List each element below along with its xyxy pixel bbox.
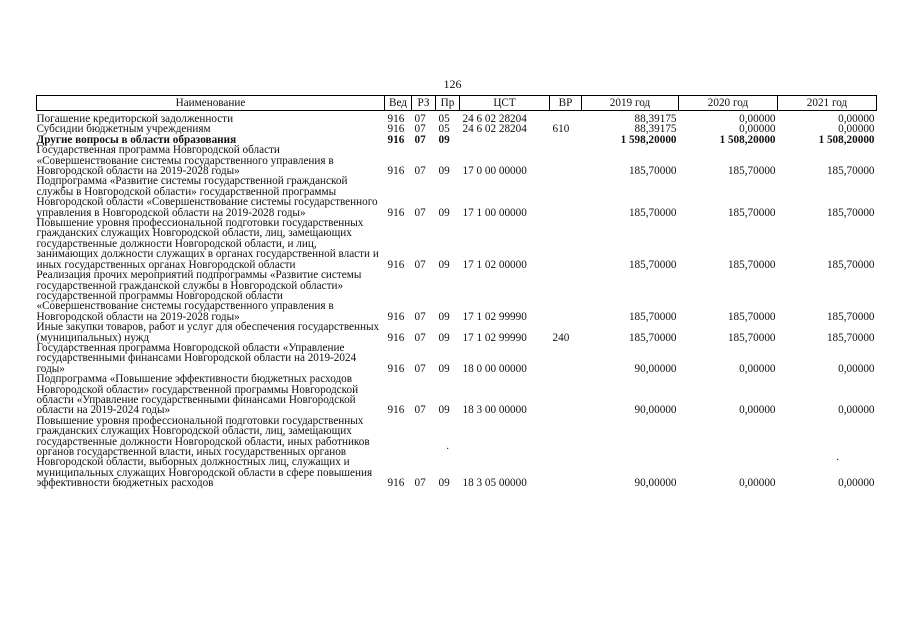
cell-name: Субсидии бюджетным учреждениям (36, 123, 211, 136)
cell-rz: 07 (414, 362, 426, 375)
cell-2021: 185,70000 (826, 258, 875, 271)
cell-rz: 07 (414, 404, 426, 417)
cell-name: Государственная программа Новгородской области «Управление государственными финансами Новгородской области на 2019-2024 годы» (36, 341, 357, 375)
cell-name: Иные закупки товаров, работ и услуг для обеспечения государственных (муниципальных) нужд (36, 321, 380, 344)
cell-vr (550, 270, 582, 322)
cell-pr: 09 (438, 362, 450, 375)
cell-2020: 185,70000 (727, 206, 776, 219)
cell-name: Реализация прочих мероприятий подпрограммы «Развитие системы государственной гражданской службы в Новгородской области» государственной программы Новгородской области «Совершенствование системы государственного управления в Новгородской области на 2019-2028 годы» (36, 269, 362, 323)
table-row (37, 176, 877, 218)
cell-cst: 24 6 02 28204 (462, 113, 527, 125)
cell-pr: 05 (438, 123, 450, 136)
cell-rz: 07 (414, 123, 426, 136)
cell-2020: 0,00000 (739, 123, 776, 136)
cell-rz: 07 (414, 165, 426, 178)
cell-pr: 09 (438, 206, 450, 219)
cell-ved: 916 (387, 362, 405, 375)
cell-ved: 916 (387, 113, 405, 125)
cell-rz: 07 (414, 331, 426, 344)
cell-2019: 185,70000 (628, 165, 677, 178)
cell-2019: 185,70000 (628, 206, 677, 219)
cell-vr (550, 343, 582, 374)
cell-2020: 0,00000 (739, 404, 776, 417)
cell-2019: 90,00000 (634, 477, 677, 490)
cell-ved: 916 (387, 123, 405, 136)
cell-ved: 916 (387, 310, 405, 323)
cell-ved: 916 (387, 477, 405, 490)
header-rz: РЗ (412, 96, 436, 111)
cell-pr: 09 (438, 477, 450, 490)
cell-rz: 07 (414, 477, 426, 490)
cell-pr: 09 (438, 258, 450, 271)
header-pr: Пр (436, 96, 460, 111)
table-row (37, 111, 877, 125)
cell-ved: 916 (387, 206, 405, 219)
cell-rz: 07 (414, 133, 426, 146)
cell-name: Другие вопросы в области образования (36, 133, 237, 146)
cell-vr (550, 111, 582, 125)
scan-speck: · (446, 444, 450, 455)
cell-2021: 185,70000 (826, 331, 875, 344)
cell-vr (550, 176, 582, 218)
table-row (37, 343, 877, 374)
budget-table (36, 95, 877, 489)
cell-2021: 0,00000 (838, 123, 875, 136)
table-row (37, 145, 877, 176)
cell-2020: 185,70000 (727, 331, 776, 344)
cell-2019: 90,00000 (634, 362, 677, 375)
cell-pr: 09 (438, 404, 450, 417)
cell-vr: 240 (552, 331, 570, 344)
cell-rz: 07 (414, 310, 426, 323)
table-header-row (37, 96, 877, 111)
cell-cst: 18 3 00 00000 (462, 404, 527, 417)
cell-cst (460, 135, 550, 145)
cell-name: Государственная программа Новгородской области «Совершенствование системы государственного управления в Новгородской области на 2019-2028 годы» (36, 144, 334, 178)
cell-2021: 1 508,20000 (818, 133, 875, 146)
cell-name: Подпрограмма «Повышение эффективности бюджетных расходов Новгородской области» государственной программы Новгородской области «Управление государственными финансами Новгородской области на 2019-2024 годы» (36, 373, 359, 417)
cell-2021: 0,00000 (838, 362, 875, 375)
cell-2019: 185,70000 (628, 310, 677, 323)
header-ved: Вед (385, 96, 412, 111)
cell-cst: 18 3 05 00000 (462, 477, 527, 490)
table-body (37, 111, 877, 489)
cell-2021: 0,00000 (838, 404, 875, 417)
cell-rz: 07 (414, 113, 426, 125)
cell-pr: 05 (438, 113, 450, 125)
cell-name: Повышение уровня профессиональной подготовки государственных гражданских служащих Новгородской области, лиц, замещающих государственные должности Новгородской области, и лиц, занимающих должности служащих в органах государственной власти и иных государственных органах Новгородской области (36, 217, 379, 271)
cell-pr: 09 (438, 165, 450, 178)
cell-2019: 185,70000 (628, 258, 677, 271)
cell-2019: 185,70000 (628, 331, 677, 344)
cell-ved: 916 (387, 165, 405, 178)
cell-2019: 88,39175 (634, 123, 677, 136)
cell-name: Погашение кредиторской задолженности (36, 113, 234, 125)
cell-vr (550, 145, 582, 176)
cell-rz: 07 (414, 258, 426, 271)
cell-vr (550, 416, 582, 489)
cell-cst: 17 0 00 00000 (462, 165, 527, 178)
table-row (37, 416, 877, 489)
header-name: Наименование (37, 96, 385, 111)
cell-2021: 0,00000 (838, 113, 875, 125)
cell-name: Повышение уровня профессиональной подготовки государственных гражданских служащих Новгородской области, лиц, замещающих государственные должности Новгородской области, иных работников органов государственной власти, иных государственных органов Новгородской области, выборных должностных лиц, служащих и муниципальных служащих Новгородской области в сфере повышения эффективности бюджетных расходов (36, 414, 373, 490)
cell-rz: 07 (414, 206, 426, 219)
cell-2019: 90,00000 (634, 404, 677, 417)
cell-ved: 916 (387, 331, 405, 344)
cell-pr: 09 (438, 133, 450, 146)
cell-vr (550, 374, 582, 416)
table-row (37, 218, 877, 270)
cell-ved: 916 (387, 133, 405, 146)
cell-2021: 0,00000 (838, 477, 875, 490)
cell-2020: 185,70000 (727, 165, 776, 178)
cell-name: Подпрограмма «Развитие системы государственной гражданской службы в Новгородской области» государственной программы Новгородской области «Совершенствование системы государственного управления в Новгородской области на 2019-2028 годы» (36, 175, 378, 219)
cell-2020: 185,70000 (727, 310, 776, 323)
cell-ved: 916 (387, 404, 405, 417)
cell-2021: 185,70000 (826, 310, 875, 323)
page-number: 126 (443, 77, 462, 91)
cell-vr: 610 (552, 123, 570, 136)
cell-2019: 1 598,20000 (620, 133, 677, 146)
header-vr: ВР (550, 96, 582, 111)
cell-pr: 09 (438, 331, 450, 344)
cell-vr (550, 135, 582, 145)
scan-speck: · (836, 455, 840, 466)
cell-2020: 0,00000 (739, 113, 776, 125)
cell-cst: 18 0 00 00000 (462, 362, 527, 375)
cell-vr (550, 218, 582, 270)
cell-ved: 916 (387, 258, 405, 271)
cell-pr: 09 (438, 310, 450, 323)
header-2021: 2021 год (778, 96, 877, 111)
cell-cst: 17 1 02 99990 (462, 331, 527, 344)
cell-2021: 185,70000 (826, 206, 875, 219)
cell-cst: 24 6 02 28204 (462, 123, 527, 136)
cell-2020: 0,00000 (739, 362, 776, 375)
header-2020: 2020 год (679, 96, 778, 111)
cell-cst: 17 1 02 00000 (462, 258, 527, 271)
header-2019: 2019 год (582, 96, 679, 111)
header-cst: ЦСТ (460, 96, 550, 111)
cell-2020: 185,70000 (727, 258, 776, 271)
table-row (37, 270, 877, 322)
cell-2020: 1 508,20000 (719, 133, 776, 146)
cell-cst: 17 1 02 99990 (462, 310, 527, 323)
table-row (37, 374, 877, 416)
table-row (37, 322, 877, 343)
cell-2019: 88,39175 (634, 113, 677, 125)
cell-2021: 185,70000 (826, 165, 875, 178)
cell-cst: 17 1 00 00000 (462, 206, 527, 219)
cell-2020: 0,00000 (739, 477, 776, 490)
